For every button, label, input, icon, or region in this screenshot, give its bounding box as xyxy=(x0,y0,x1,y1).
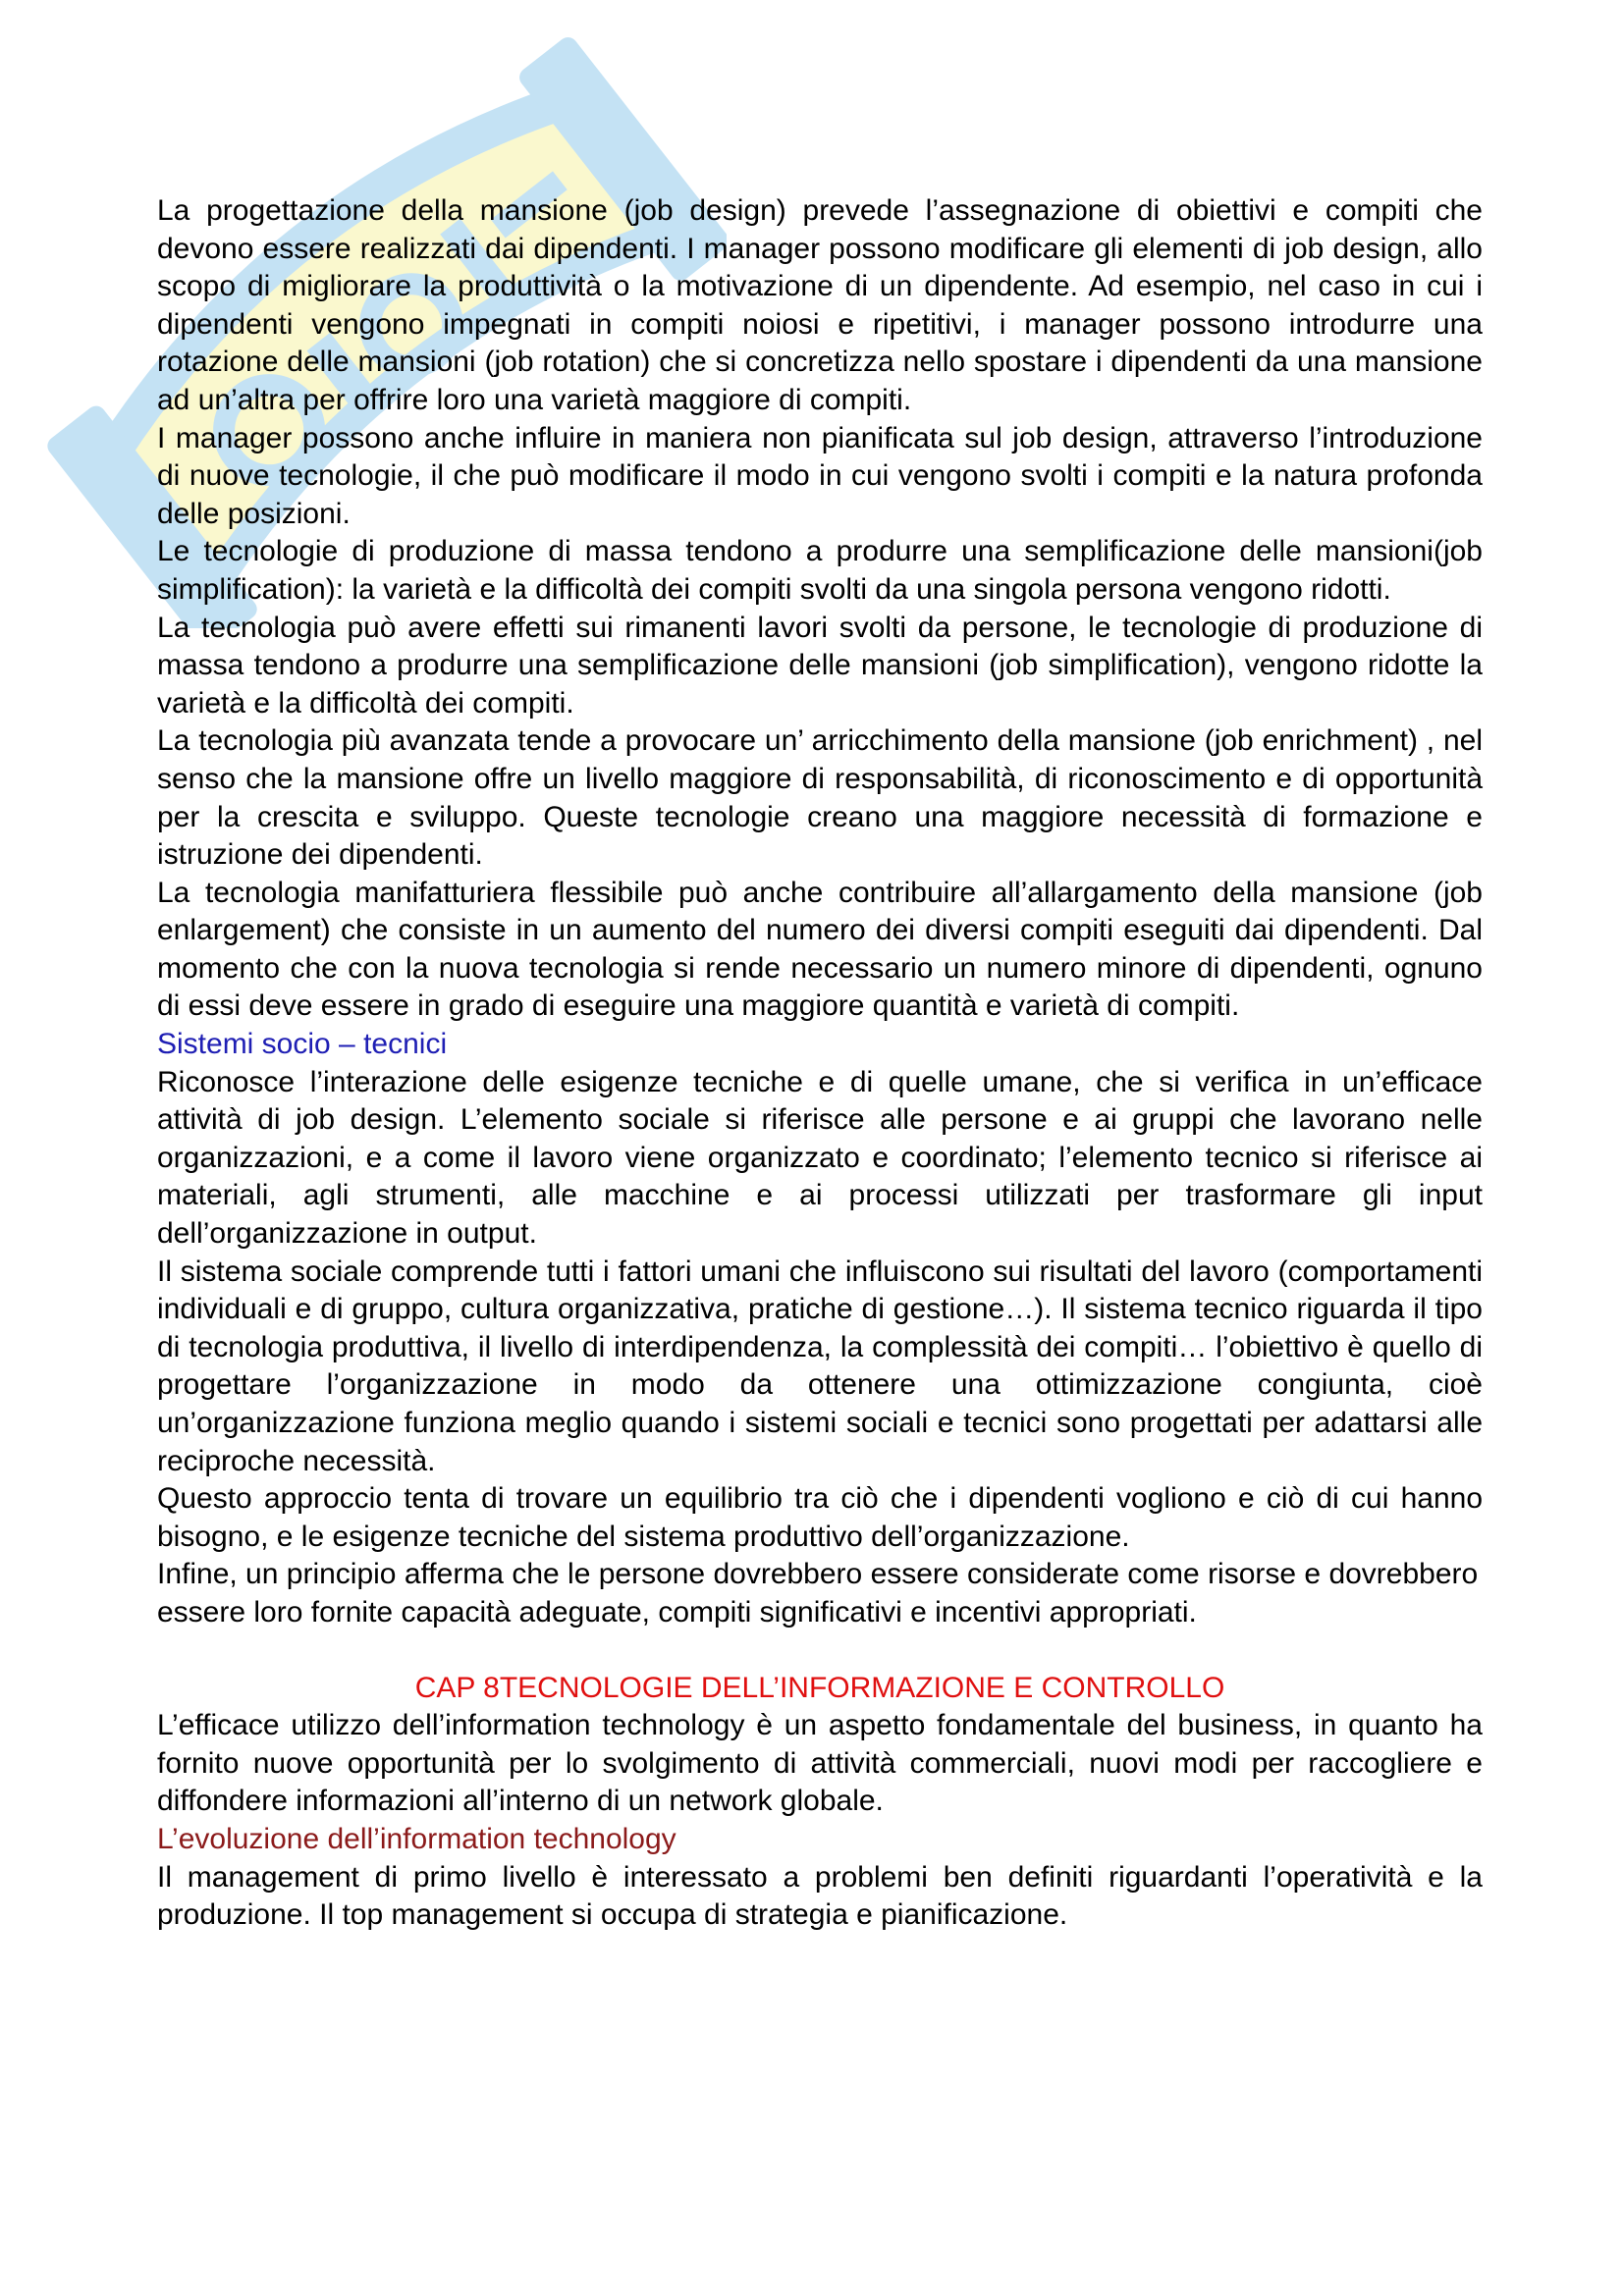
paragraph-management-levels: Il management di primo livello è interessato a problemi ben definiti riguardanti l’operatività e la produzione. Il top management si occupa di strategia e pianificazione. xyxy=(157,1860,1483,1932)
paragraph-principio: Infine, un principio afferma che le persone dovrebbero essere considerate come risorse e dovrebbero essere loro fornite capacità adeguate, compiti significativi e incentivi appropriati. xyxy=(157,1558,1479,1629)
paragraph-mass-production: Le tecnologie di produzione di massa tendono a produrre una semplificazione delle mansioni(job simplification): la varietà e la difficoltà dei compiti svolti da una singola persona vengono ridotti. xyxy=(157,535,1483,606)
document-page xyxy=(157,192,1483,1935)
chapter-heading: CAP 8TECNOLOGIE DELL’INFORMAZIONE E CONTROLLO xyxy=(414,1671,1225,1704)
paragraph-sistema-sociale: Il sistema sociale comprende tutti i fattori umani che influiscono sui risultati del lavoro (comportamenti individuali e di gruppo, cultura organizzativa, pratiche di gestione…). Il sistema tecnico riguarda il tipo di tecnologia produttiva, il livello di interdipendenza, la complessità dei compiti… l’obiettivo è quello di progettare l’organizzazione in modo da ottenere una ottimizzazione congiunta, cioè un’organizzazione funziona meglio quando i sistemi sociali e tecnici sono progettati per adattarsi alle reciproche necessità. xyxy=(157,1255,1483,1477)
paragraph-equilibrio: Questo approccio tenta di trovare un equilibrio tra ciò che i dipendenti vogliono e ciò di cui hanno bisogno, e le esigenze tecniche del sistema produttivo dell’organizzazione. xyxy=(157,1482,1483,1553)
subheading-evoluzione: L’evoluzione dell’information technology xyxy=(157,1822,676,1855)
paragraph-job-design: La progettazione della mansione (job design) prevede l’assegnazione di obiettivi e compiti che devono essere realizzati dai dipendenti. I manager possono modificare gli elementi di job design, allo scopo di migliorare la produttività o la motivazione di un dipendente. Ad esempio, nel caso in cui i dipendenti vengono impegnati in compiti noiosi e ripetitivi, i manager possono introdurre una rotazione delle mansioni (job rotation) che si concretizza nello spostare i dipendenti da una mansione ad un’altra per offrire loro una varietà maggiore di compiti. xyxy=(157,194,1483,416)
section-heading-socio-tecnici: Sistemi socio – tecnici xyxy=(157,1028,448,1061)
paragraph-technology-effects: La tecnologia può avere effetti sui rimanenti lavori svolti da persone, le tecnologie di produzione di massa tendono a produrre una semplificazione delle mansioni (job simplification), vengono ridotte la varietà e la difficoltà dei compiti. xyxy=(157,611,1483,720)
paragraph-job-enlargement: La tecnologia manifatturiera flessibile può anche contribuire all’allargamento della mansione (job enlargement) che consiste in un aumento del numero dei diversi compiti eseguiti dai dipendenti. Dal momento che con la nuova tecnologia si rende necessario un numero minore di dipendenti, ognuno di essi deve essere in grado di eseguire una maggiore quantità e varietà di compiti. xyxy=(157,876,1483,1023)
paragraph-new-technologies: I manager possono anche influire in maniera non pianificata sul job design, attraverso l’introduzione di nuove tecnologie, il che può modificare il modo in cui vengono svolti i compiti e la natura profonda delle posizioni. xyxy=(157,421,1483,530)
paragraph-chapter-intro: L’efficace utilizzo dell’information technology è un aspetto fondamentale del business, in quanto ha fornito nuove opportunità per lo svolgimento di attività commerciali, nuovi modi per raccogliere e diffondere informazioni all’interno di un network globale. xyxy=(157,1709,1483,1818)
paragraph-socio-interaction: Riconosce l’interazione delle esigenze tecniche e di quelle umane, che si verifica in un’efficace attività di job design. L’elemento sociale si riferisce alle persone e ai gruppi che lavorano nelle organizzazioni, e a come il lavoro viene organizzato e coordinato; l’elemento tecnico si riferisce ai materiali, agli strumenti, alle macchine e ai processi utilizzati per trasformare gli input dell’organizzazione in output. xyxy=(157,1065,1483,1251)
paragraph-job-enrichment: La tecnologia più avanzata tende a provocare un’ arricchimento della mansione (job enrichment) , nel senso che la mansione offre un livello maggiore di responsabilità, di riconoscimento e di opportunità per la crescita e sviluppo. Queste tecnologie creano una maggiore necessità di formazione e istruzione dei dipendenti. xyxy=(157,724,1483,872)
